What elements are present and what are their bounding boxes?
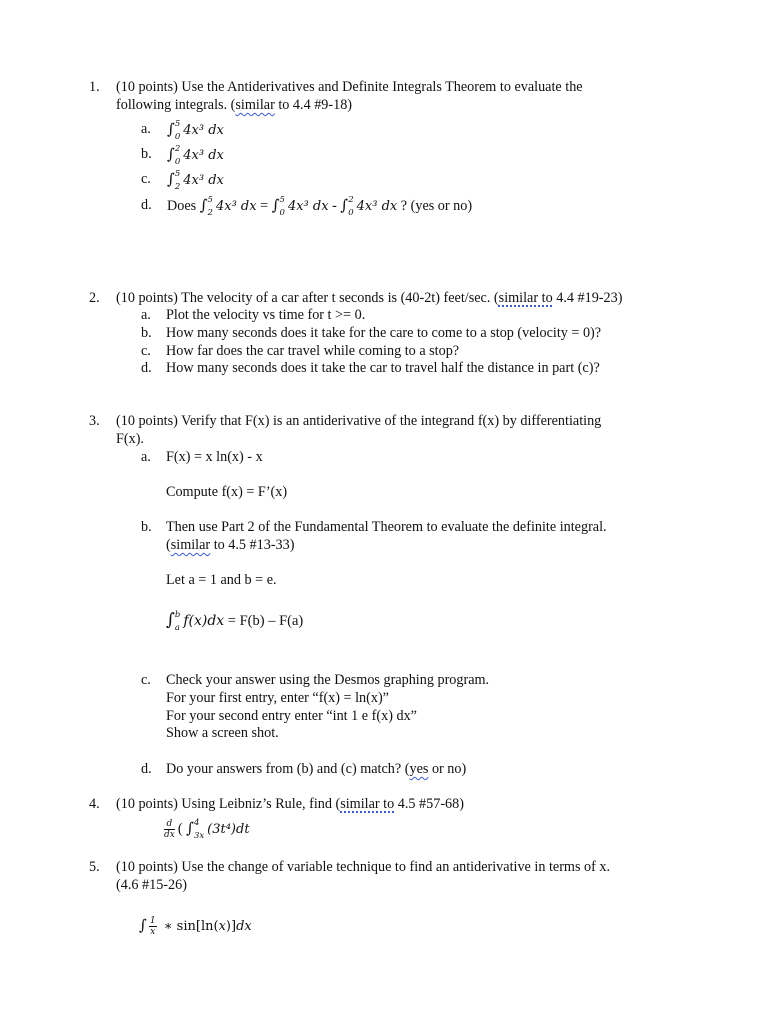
problem-3b-reference: (similar to 4.5 #13-33): [166, 537, 295, 553]
problem-3c-line2: For your first entry, enter “f(x) = ln(x)”: [166, 690, 389, 706]
problem-4-number: 4.: [89, 796, 100, 812]
problem-5-integral: ∫ $\frac{1}{x}$ ∗ sin[ln(x)]dx: [139, 916, 252, 938]
problem-5-line2: (4.6 #15-26): [116, 877, 187, 893]
problem-4-line1: (10 points) Using Leibniz’s Rule, find (similar to 4.5 #57-68): [116, 796, 464, 812]
problem-1c-label: c.: [141, 171, 151, 187]
problem-1-number: 1.: [89, 79, 100, 95]
problem-5-number: 5.: [89, 859, 100, 875]
problem-3c-label: c.: [141, 672, 151, 688]
problem-3d-label: d.: [141, 761, 152, 777]
problem-1a-integral: ∫ 5 0 4x³ dx: [167, 118, 224, 142]
problem-3c-line1: Check your answer using the Desmos graphing program.: [166, 672, 490, 688]
problem-3b-ftc: ∫ b a f(x)dx = F(b) – F(a): [166, 609, 304, 633]
spellcheck-similar-to: similar to: [498, 290, 553, 306]
problem-2a-label: a.: [141, 307, 151, 323]
problem-3b-let: Let a = 1 and b = e.: [166, 572, 277, 588]
spellcheck-similar: similar: [235, 97, 275, 113]
problem-3c-line3: For your second entry enter “int 1 e f(x) dx”: [166, 708, 417, 724]
problem-3c-line4: Show a screen shot.: [166, 725, 279, 741]
problem-1b-label: b.: [141, 146, 152, 162]
problem-3b-text: Then use Part 2 of the Fundamental Theorem to evaluate the definite integral.: [166, 519, 607, 535]
problem-1b-integral: ∫ 2 0 4x³ dx: [167, 143, 224, 167]
spellcheck-similar: similar: [170, 537, 211, 553]
spellcheck-yes: yes: [409, 761, 429, 777]
problem-2-number: 2.: [89, 290, 100, 306]
spellcheck-similar-to: similar to: [340, 796, 395, 812]
problem-3b-label: b.: [141, 519, 152, 535]
problem-3-number: 3.: [89, 413, 100, 429]
problem-3-line2: F(x).: [116, 431, 144, 447]
problem-2b-label: b.: [141, 325, 152, 341]
problem-1d-label: d.: [141, 197, 152, 213]
problem-3a-compute: Compute f(x) = F’(x): [166, 484, 288, 500]
problem-4-expression: $\frac{d}{dx}$ ( ∫ 4 3x (3t⁴)dt: [164, 817, 250, 841]
problem-3d-text: Do your answers from (b) and (c) match? (yes or no): [166, 761, 467, 777]
problem-2d-text: How many seconds does it take the car to travel half the distance in part (c)?: [166, 360, 600, 376]
problem-2b-text: How many seconds does it take for the care to come to a stop (velocity = 0)?: [166, 325, 602, 341]
problem-3a-text: F(x) = x ln(x) - x: [166, 449, 263, 465]
problem-1a-label: a.: [141, 121, 151, 137]
problem-5-line1: (10 points) Use the change of variable technique to find an antiderivative in terms of x.: [116, 859, 611, 875]
problem-2c-text: How far does the car travel while coming to a stop?: [166, 343, 460, 359]
problem-1-line1: (10 points) Use the Antiderivatives and Definite Integrals Theorem to evaluate the: [116, 79, 583, 95]
problem-3-line1: (10 points) Verify that F(x) is an antiderivative of the integrand f(x) by differentiating: [116, 413, 602, 429]
problem-1d-question: Does ∫ 5 2 4x³ dx = ∫ 5 0 4x³ dx - ∫ 2 0 4x³ dx ? (yes or no): [167, 194, 473, 218]
problem-3a-label: a.: [141, 449, 151, 465]
problem-1-line2: following integrals. (similar to 4.4 #9-18): [116, 97, 353, 113]
problem-2-line1: (10 points) The velocity of a car after t seconds is (40-2t) feet/sec. (similar to 4.4 #19-23): [116, 290, 623, 306]
problem-2a-text: Plot the velocity vs time for t >= 0.: [166, 307, 366, 323]
problem-2d-label: d.: [141, 360, 152, 376]
problem-2c-label: c.: [141, 343, 151, 359]
problem-1c-integral: ∫ 5 2 4x³ dx: [167, 168, 224, 192]
